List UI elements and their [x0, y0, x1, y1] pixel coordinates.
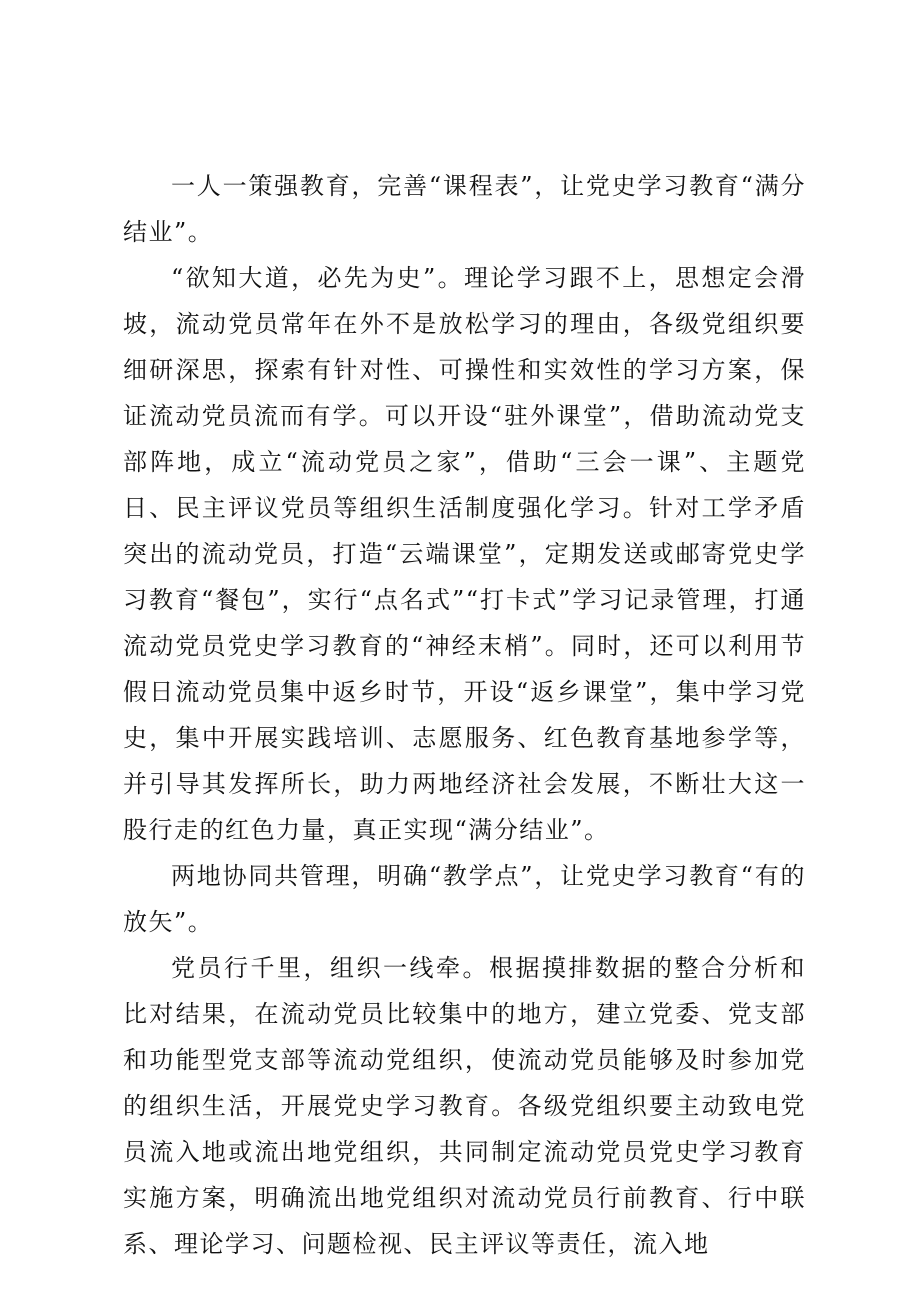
paragraph-body-2: 党员行千里，组织一线牵。根据摸排数据的整合分析和比对结果，在流动党员比较集中的地方，建立党委、党支部和功能型党支部等流动党组织，使流动党员能够及时参加党的组织生活，开展党史学习教育。各级党组织要主动致电党员流入地或流出地党组织，共同制定流动党员党史学习教育实施方案，明确流出地党组织对流动党员行前教育、行中联系、理论学习、问题检视、民主评议等责任，流入地	[123, 954, 806, 1258]
paragraph-heading-2: 两地协同共管理，明确“教学点”，让党史学习教育“有的放矢”。	[123, 862, 806, 936]
document-body	[123, 163, 806, 1267]
paragraph-heading-1: 一人一策强教育，完善“课程表”，让党史学习教育“满分结业”。	[123, 172, 806, 246]
paragraph-body-1: “欲知大道，必先为史”。理论学习跟不上，思想定会滑坡，流动党员常年在外不是放松学习的理由，各级党组织要细研深思，探索有针对性、可操性和实效性的学习方案，保证流动党员流而有学。可以开设“驻外课堂”，借助流动党支部阵地，成立“流动党员之家”，借助“三会一课”、主题党日、民主评议党员等组织生活制度强化学习。针对工学矛盾突出的流动党员，打造“云端课堂”，定期发送或邮寄党史学习教育“餐包”，实行“点名式”“打卡式”学习记录管理，打通流动党员党史学习教育的“神经末梢”。同时，还可以利用节假日流动党员集中返乡时节，开设“返乡课堂”，集中学习党史，集中开展实践培训、志愿服务、红色教育基地参学等，并引导其发挥所长，助力两地经济社会发展，不断壮大这一股行走的红色力量，真正实现“满分结业”。	[123, 264, 806, 844]
